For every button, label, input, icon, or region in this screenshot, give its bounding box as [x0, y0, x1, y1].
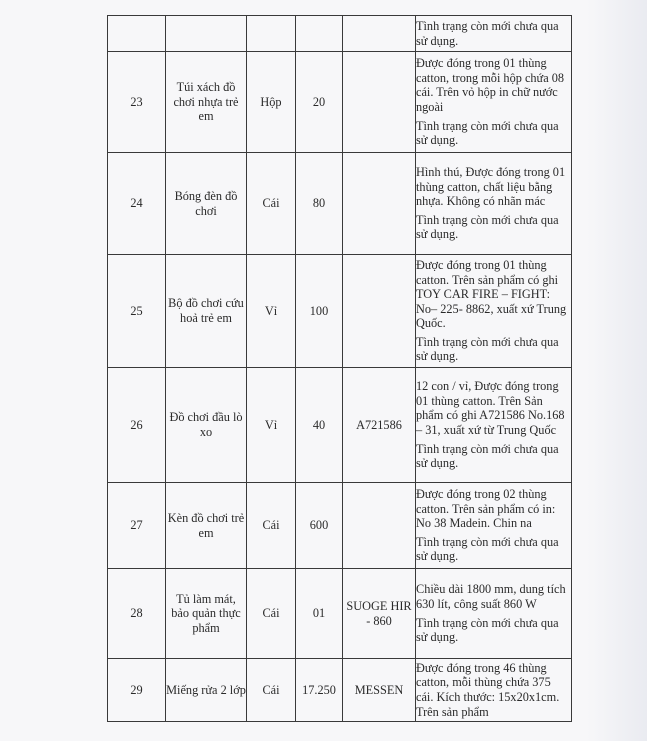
mark-cell [343, 483, 416, 569]
description-status: Tình trạng còn mới chưa qua sử dụng. [416, 118, 559, 148]
description-cell [416, 153, 572, 255]
stt-cell: 24 [108, 153, 166, 255]
table-row [108, 153, 572, 255]
unit-cell: Vỉ [247, 255, 296, 368]
unit-cell: Cái [247, 483, 296, 569]
stt-cell [108, 16, 166, 52]
description-status: Tình trạng còn mới chưa qua sử dụng. [416, 334, 559, 364]
description-cell [416, 483, 572, 569]
quantity-cell: 600 [296, 483, 343, 569]
item-name-cell: Bóng đèn đồ chơi [166, 153, 247, 255]
quantity-cell: 17.250 [296, 659, 343, 722]
stt-cell: 25 [108, 255, 166, 368]
description-status: Tình trạng còn mới chưa qua sử dụng. [416, 534, 559, 564]
stt-cell: 28 [108, 569, 166, 659]
description-details: Được đóng trong 01 thùng catton, trong mỗi hộp chứa 08 cái. Trên vỏ hộp in chữ nước ngoài [416, 56, 565, 114]
stt-cell: 26 [108, 368, 166, 483]
mark-cell: SUOGE HIR - 860 [343, 569, 416, 659]
item-name-cell: Tủ làm mát, bảo quản thực phẩm [166, 569, 247, 659]
description-details: Được đóng trong 01 thùng catton. Trên sản phẩm có ghi TOY CAR FIRE – FIGHT: No– 225- 8862, xuất xứ Trung Quốc. [416, 257, 567, 331]
mark-cell [343, 153, 416, 255]
description-details: Hình thú, Được đóng trong 01 thùng catton, chất liệu bằng nhựa. Không có nhãn mác [416, 165, 566, 209]
description-cell [416, 52, 572, 153]
table-row [108, 52, 572, 153]
description-cell [416, 368, 572, 483]
mark-cell [343, 16, 416, 52]
table-row [108, 368, 572, 483]
description-details: 12 con / vỉ, Được đóng trong 01 thùng catton. Trên Sản phẩm có ghi A721586 No.168 – 31, xuất xứ từ Trung Quốc [416, 379, 565, 437]
unit-cell: Cái [247, 569, 296, 659]
mark-cell: MESSEN [343, 659, 416, 722]
unit-cell [247, 16, 296, 52]
unit-cell: Vỉ [247, 368, 296, 483]
quantity-cell: 01 [296, 569, 343, 659]
description-cell [416, 569, 572, 659]
table-row [108, 483, 572, 569]
description-status: Tình trạng còn mới chưa qua sử dụng. [416, 212, 559, 242]
table-row [108, 16, 572, 52]
stt-cell: 27 [108, 483, 166, 569]
description-details: Được đóng trong 46 thùng catton, mỗi thùng chứa 375 cái. Kích thước: 15x20x1cm. Trên sản phẩm [416, 660, 560, 719]
mark-cell [343, 52, 416, 153]
unit-cell: Cái [247, 153, 296, 255]
description-cell [416, 659, 572, 722]
description-status: Tình trạng còn mới chưa qua sử dụng. [416, 615, 559, 645]
item-name-cell: Bộ đồ chơi cứu hoả trẻ em [166, 255, 247, 368]
item-name-cell: Đồ chơi đầu lò xo [166, 368, 247, 483]
goods-table [107, 15, 572, 722]
description-details: Được đóng trong 02 thùng catton. Trên sản phẩm có in: No 38 Madein. Chin na [416, 487, 556, 531]
unit-cell: Cái [247, 659, 296, 722]
mark-cell [343, 255, 416, 368]
description-cell [416, 255, 572, 368]
item-name-cell: Kèn đồ chơi trẻ em [166, 483, 247, 569]
stt-cell: 29 [108, 659, 166, 722]
table-row [108, 569, 572, 659]
table-row [108, 659, 572, 722]
mark-cell: A721586 [343, 368, 416, 483]
quantity-cell [296, 16, 343, 52]
description-details: Chiều dài 1800 mm, dung tích 630 lít, công suất 860 W [416, 582, 566, 611]
item-name-cell: Miếng rửa 2 lớp [166, 659, 247, 722]
quantity-cell: 100 [296, 255, 343, 368]
table-row [108, 255, 572, 368]
item-name-cell: Túi xách đồ chơi nhựa trẻ em [166, 52, 247, 153]
description-cell [416, 16, 572, 52]
quantity-cell: 80 [296, 153, 343, 255]
item-name-cell [166, 16, 247, 52]
description-status: Tình trạng còn mới chưa qua sử dụng. [416, 18, 559, 48]
page-edge-shadow [587, 0, 647, 741]
unit-cell: Hộp [247, 52, 296, 153]
description-status: Tình trạng còn mới chưa qua sử dụng. [416, 441, 559, 471]
quantity-cell: 40 [296, 368, 343, 483]
quantity-cell: 20 [296, 52, 343, 153]
stt-cell: 23 [108, 52, 166, 153]
